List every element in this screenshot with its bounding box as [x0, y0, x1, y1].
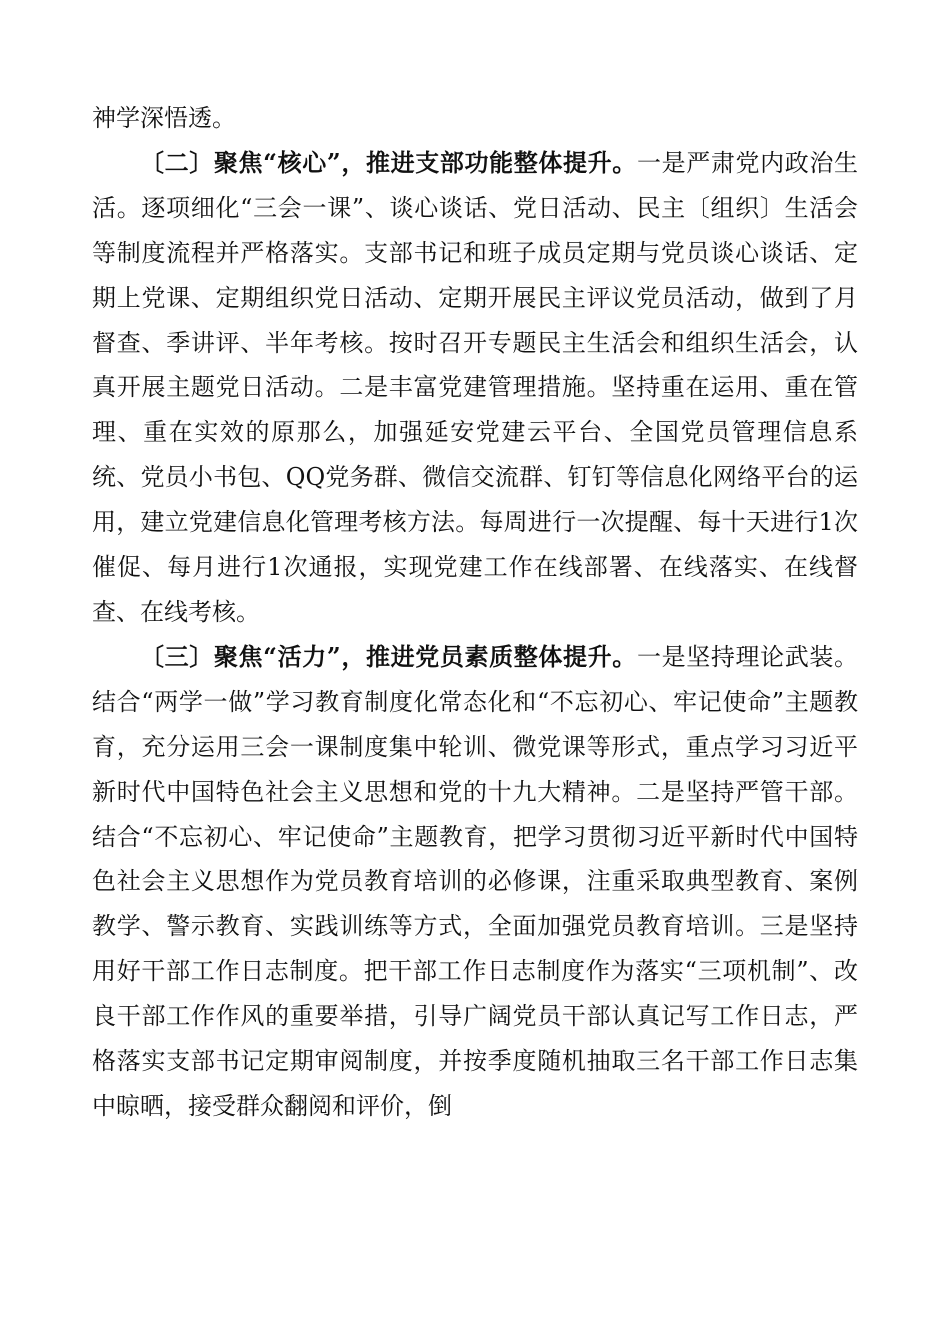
document-page	[92, 96, 858, 1129]
paragraph-continuation	[92, 96, 858, 141]
paragraph-section-three	[92, 635, 858, 1129]
paragraph-section-two	[92, 141, 858, 635]
paragraph-body: 一是坚持理论武装。结合“两学一做”学习教育制度化常态化和“不忘初心、牢记使命”主题教育，充分运用三会一课制度集中轮训、微党课等形式，重点学习习近平新时代中国特色社会主义思想和党的十九大精神。二是坚持严管干部。结合“不忘初心、牢记使命”主题教育，把学习贯彻习近平新时代中国特色社会主义思想作为党员教育培训的必修课，注重采取典型教育、案例教学、警示教育、实践训练等方式，全面加强党员教育培训。三是坚持用好干部工作日志制度。把干部工作日志制度作为落实“三项机制”、改良干部工作作风的重要举措，引导广阔党员干部认真记写工作日志，严格落实支部书记定期审阅制度，并按季度随机抽取三名干部工作日志集中晾晒，接受群众翻阅和评价，倒	[92, 642, 859, 1120]
paragraph-body: 一是严肃党内政治生活。逐项细化“三会一课”、谈心谈话、党日活动、民主〔组织〕生活会等制度流程并严格落实。支部书记和班子成员定期与党员谈心谈话、定期上党课、定期组织党日活动、定期开展民主评议党员活动，做到了月督查、季讲评、半年考核。按时召开专题民主生活会和组织生活会，认真开展主题党日活动。二是丰富党建管理措施。坚持重在运用、重在管理、重在实效的原那么，加强延安党建云平台、全国党员管理信息系统、党员小书包、QQ党务群、微信交流群、钉钉等信息化网络平台的运用，建立党建信息化管理考核方法。每周进行一次提醒、每十天进行1次催促、每月进行1次通报，实现党建工作在线部署、在线落实、在线督查、在线考核。	[92, 148, 859, 626]
paragraph-body: 神学深悟透。	[92, 104, 236, 132]
section-heading: 〔三〕聚焦“活力”，推进党员素质整体提升。	[140, 641, 637, 671]
section-heading: 〔二〕聚焦“核心”，推进支部功能整体提升。	[140, 147, 637, 177]
